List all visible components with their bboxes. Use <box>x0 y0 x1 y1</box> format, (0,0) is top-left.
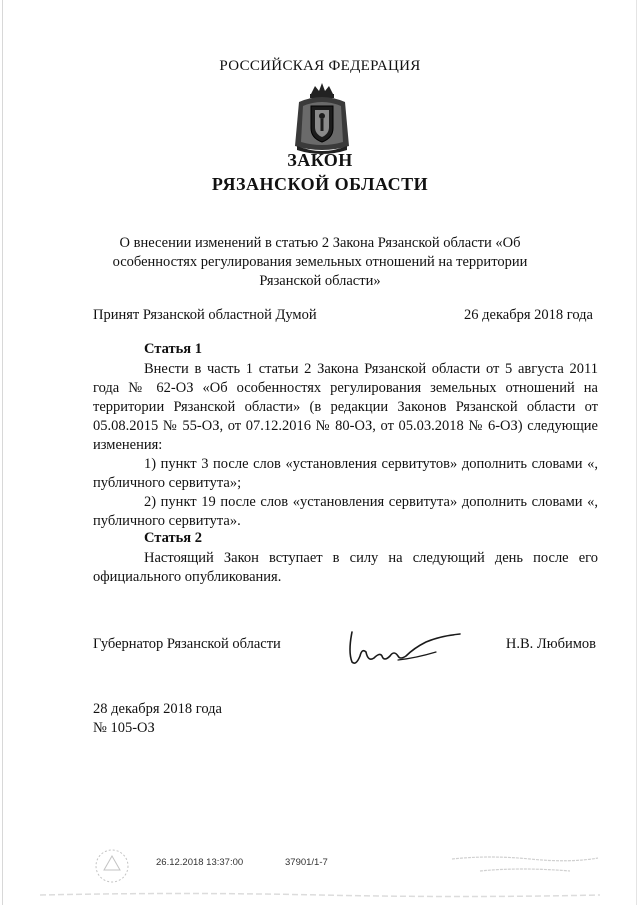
article-1-body <box>93 360 598 531</box>
law-number: № 105-ОЗ <box>93 720 155 736</box>
stamp-icon <box>92 846 132 886</box>
region-name: РЯЗАНСКОЙ ОБЛАСТИ <box>211 174 429 194</box>
article-1-item-2: 2) пункт 19 после слов «установления сервитута» дополнить словами «, публичного сервитута». <box>93 494 598 529</box>
signatory-name: Н.В. Любимов <box>505 636 596 652</box>
article-2-body <box>93 549 598 587</box>
law-word: ЗАКОН <box>287 150 353 170</box>
article-2-text: Настоящий Закон вступает в силу на следующий день после его официального опубликования. <box>93 550 598 585</box>
article-1-title: Статья 1 <box>144 341 202 357</box>
law-subject: О внесении изменений в статью 2 Закона Рязанской области «Об особенностях регулирования земельных отношений на территории Рязанской области» <box>112 235 528 289</box>
law-title <box>0 148 640 196</box>
coat-of-arms-icon <box>291 80 353 156</box>
article-2-title: Статья 2 <box>144 530 202 546</box>
adoption-line <box>93 307 593 324</box>
signing-block <box>93 700 222 738</box>
adoption-date: 26 декабря 2018 года <box>464 307 593 323</box>
article-1-intro: Внести в часть 1 статьи 2 Закона Рязанской области от 5 августа 2011 года № 62-ОЗ «Об особенностях регулирования земельных отношений на территории Рязанской области» (в редакции Законов Рязанской области от 05.08.2015 № 55-ОЗ, от 07.12.2016 № 80-ОЗ, от 05.03.2018 № 6-ОЗ) следующие изменения: <box>93 361 598 453</box>
faded-copy-mark-icon <box>450 849 600 879</box>
signing-date: 28 декабря 2018 года <box>93 701 222 717</box>
scan-edge-left <box>2 0 3 905</box>
adopted-by: Принят Рязанской областной Думой <box>93 307 317 323</box>
registration-timestamp: 26.12.2018 13:37:00 <box>156 857 244 868</box>
federation-heading: РОССИЙСКАЯ ФЕДЕРАЦИЯ <box>219 58 421 74</box>
signatory-position: Губернатор Рязанской области <box>93 636 281 652</box>
faded-footer-line <box>40 890 600 900</box>
scan-edge-right <box>636 0 637 905</box>
signature-icon <box>336 622 466 670</box>
registration-code: 37901/1-7 <box>285 857 328 868</box>
article-1-item-1: 1) пункт 3 после слов «установления сервитутов» дополнить словами «, публичного сервитута»; <box>93 456 598 491</box>
